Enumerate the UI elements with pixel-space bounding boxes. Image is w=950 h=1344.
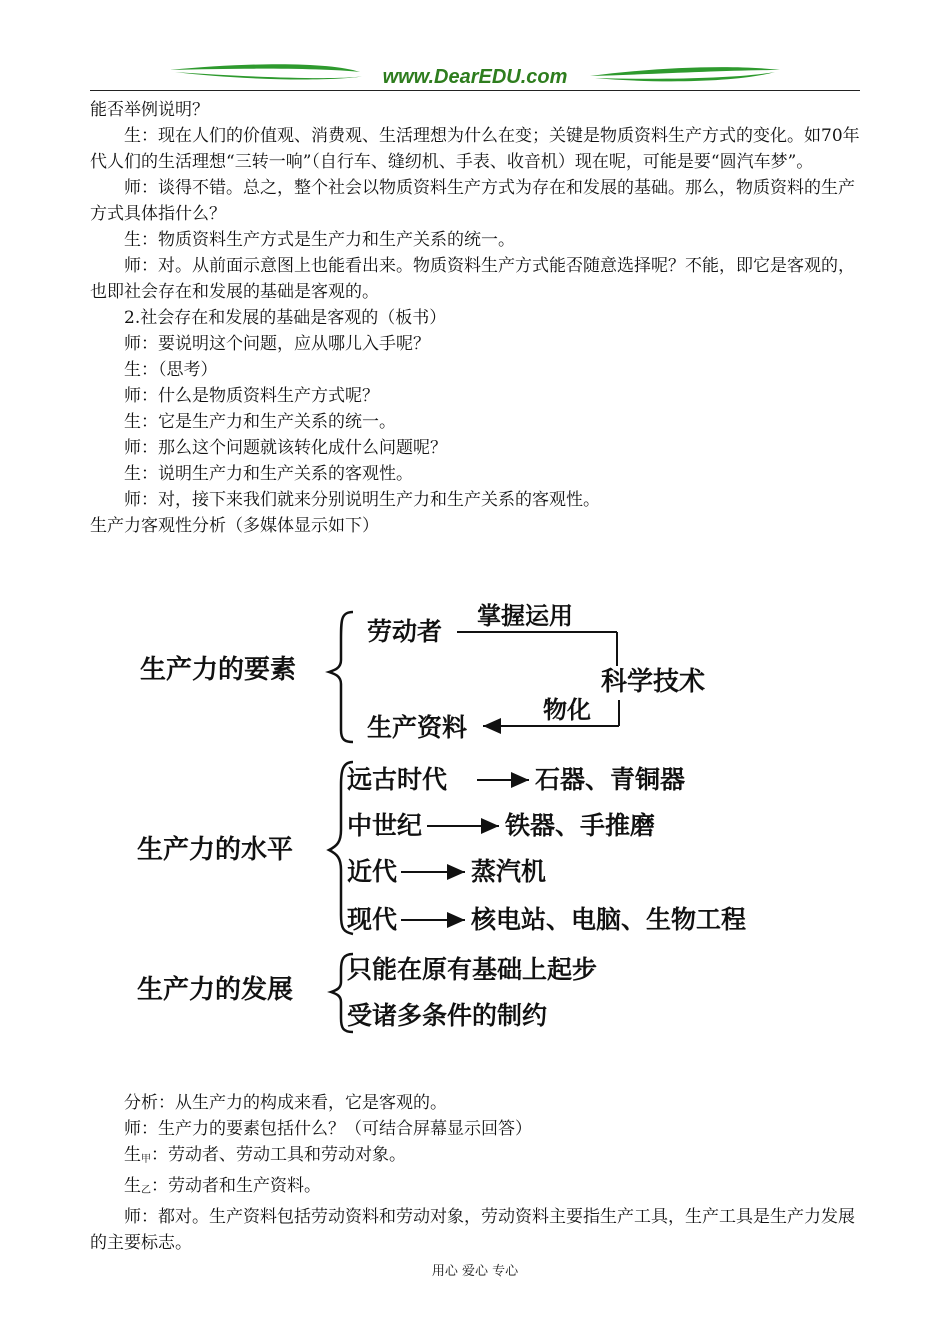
embody-label: 物化	[543, 696, 591, 724]
development-item-1: 受诸多条件的制约	[347, 1001, 548, 1030]
development-item-0: 只能在原有基础上起步	[347, 955, 598, 984]
question-line: 师：生产力的要素包括什么？（可结合屏幕显示回答）	[124, 1119, 532, 1139]
analysis-line: 分析：从生产力的构成来看，它是客观的。	[124, 1093, 447, 1113]
answer-b-sub: 乙	[141, 1185, 151, 1196]
elements-title: 生产力的要素	[140, 655, 297, 685]
text-line-4: 师：对。从前面示意图上也能看出来。物质资料生产方式能否随意选择呢？不能，即它是客观的，也即社会存在和发展的基础是客观的。	[90, 256, 855, 302]
level-era-0: 远古时代	[347, 765, 448, 794]
conclusion-line: 师：都对。生产资料包括劳动资料和劳动对象，劳动资料主要指生产工具，生产工具是生产力发展的主要标志。	[90, 1207, 855, 1253]
answer-a-prefix: 生	[124, 1145, 141, 1165]
means-label: 生产资料	[367, 713, 468, 742]
header-rule	[90, 90, 860, 91]
page-footer: 用心 爱心 专心	[431, 1264, 519, 1279]
master-label: 掌握运用	[477, 602, 573, 630]
level-era-2: 近代	[347, 857, 398, 886]
productivity-diagram	[125, 590, 790, 1040]
science-label: 科学技术	[601, 667, 706, 697]
level-tool-0: 石器、青铜器	[535, 765, 686, 794]
text-line-3: 生：物质资料生产方式是生产力和生产关系的统一。	[124, 230, 515, 250]
development-title: 生产力的发展	[137, 975, 294, 1005]
level-title: 生产力的水平	[137, 835, 294, 865]
answer-a-line	[90, 1142, 860, 1173]
text-line-5: 2.社会存在和发展的基础是客观的（板书）	[124, 308, 447, 328]
answer-a-text: ：劳动者、劳动工具和劳动对象。	[151, 1145, 406, 1165]
text-line-7: 生：（思考）	[124, 360, 218, 380]
top-text	[90, 97, 860, 539]
text-line-12: 师：对，接下来我们就来分别说明生产力和生产关系的客观性。	[124, 490, 600, 510]
header-swoosh-logo	[90, 58, 860, 90]
answer-a-sub: 甲	[141, 1154, 151, 1165]
text-line-13: 生产力客观性分析（多媒体显示如下）	[90, 516, 379, 536]
level-era-1: 中世纪	[347, 811, 423, 840]
answer-b-line	[90, 1173, 860, 1204]
text-line-0: 能否举例说明？	[90, 100, 209, 120]
text-line-8: 师：什么是物质资料生产方式呢？	[124, 386, 379, 406]
header-site-text: www.DearEDU.com	[382, 66, 568, 88]
answer-b-text: ：劳动者和生产资料。	[151, 1176, 321, 1196]
text-line-11: 生：说明生产力和生产关系的客观性。	[124, 464, 413, 484]
text-line-2: 师：谈得不错。总之，整个社会以物质资料生产方式为存在和发展的基础。那么，物质资料的生产方式具体指什么？	[90, 178, 855, 224]
elements-brace	[329, 612, 353, 742]
header-banner	[90, 58, 860, 90]
level-tool-2: 蒸汽机	[471, 857, 547, 886]
level-era-3: 现代	[347, 905, 398, 934]
text-line-10: 师：那么这个问题就该转化成什么问题呢？	[124, 438, 447, 458]
level-tool-3: 核电站、电脑、生物工程	[471, 905, 747, 934]
text-line-6: 师：要说明这个问题，应从哪儿入手呢？	[124, 334, 430, 354]
text-line-1: 生：现在人们的价值观、消费观、生活理想为什么在变；关键是物质资料生产方式的变化。如70年代人们的生活理想“三转一响”（自行车、缝纫机、手表、收音机）现在呢，可能是要“圆汽车梦”。	[90, 126, 860, 172]
level-tool-1: 铁器、手推磨	[505, 811, 656, 840]
answer-b-prefix: 生	[124, 1176, 141, 1196]
bottom-text	[90, 1090, 860, 1256]
text-line-9: 生：它是生产力和生产关系的统一。	[124, 412, 396, 432]
worker-label: 劳动者	[367, 617, 443, 646]
